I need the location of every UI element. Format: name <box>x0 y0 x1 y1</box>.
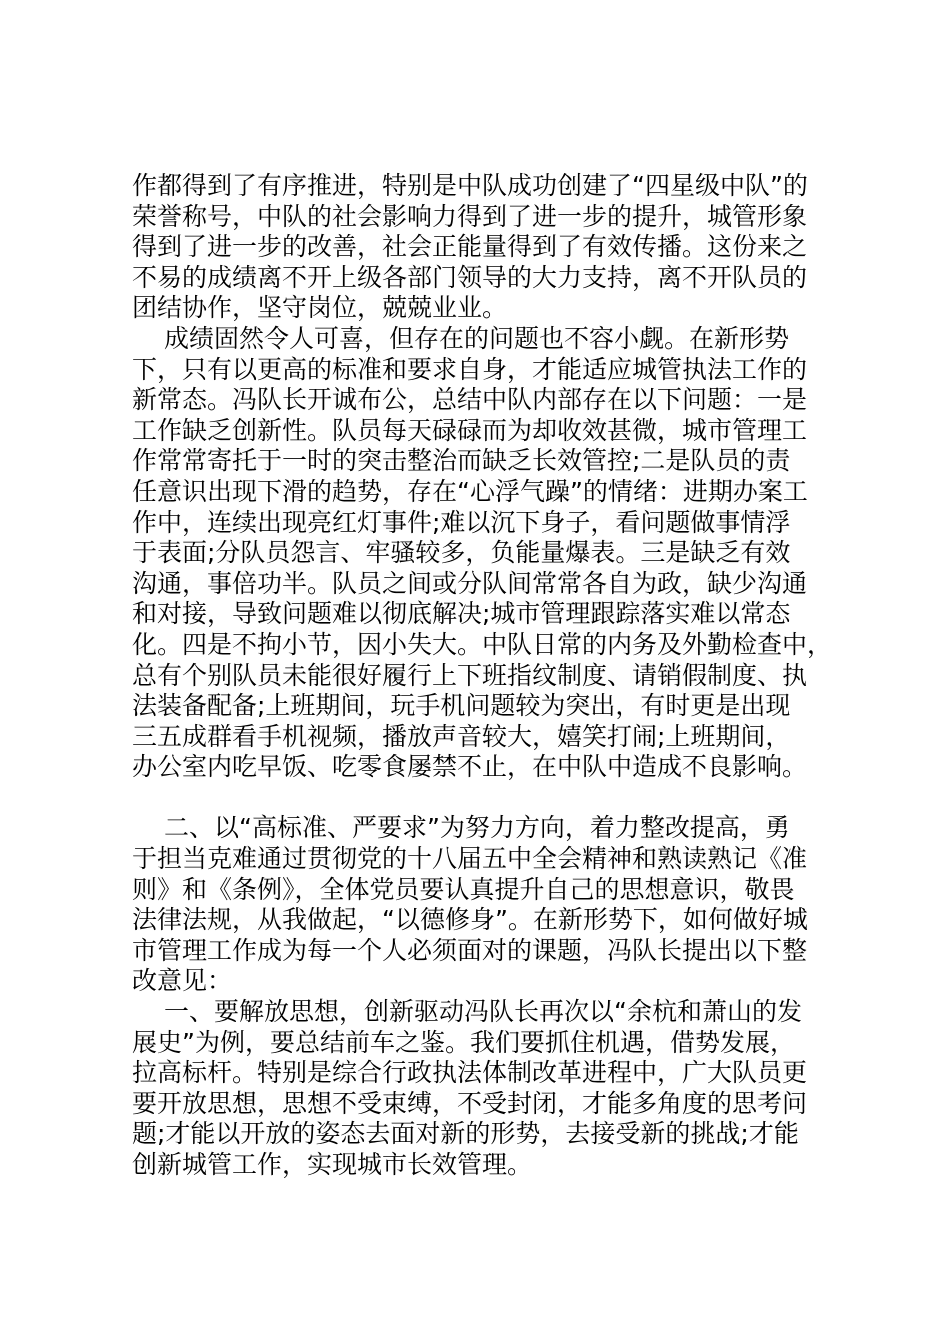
text-line: 改意见： <box>132 966 233 996</box>
text-line: 市管理工作成为每一个人必须面对的课题，冯队长提出以下整 <box>132 935 808 965</box>
text-line: 下，只有以更高的标准和要求自身，才能适应城管执法工作的 <box>132 354 808 384</box>
text-line: 作常常寄托于一时的突击整治而缺乏长效管控;二是队员的责 <box>132 446 791 476</box>
text-line: 任意识出现下滑的趋势，存在“心浮气躁”的情绪：进期办案工 <box>132 476 808 506</box>
text-line: 创新城管工作，实现城市长效管理。 <box>132 1150 533 1179</box>
text-line: 法律法规，从我做起，“以德修身”。在新形势下，如何做好城 <box>132 905 808 935</box>
text-line: 办公室内吃早饭、吃零食屡禁不止，在中队中造成不良影响。 <box>132 752 808 782</box>
paragraph-start-line: 成绩固然令人可喜，但存在的问题也不容小觑。在新形势 <box>164 323 790 353</box>
text-line: 要开放思想，思想不受束缚，不受封闭，才能多角度的思考问 <box>132 1088 808 1118</box>
section-heading-line: 二、以“高标准、严要求”为努力方向，着力整改提高，勇 <box>164 813 790 843</box>
text-line: 作中，连续出现亮红灯事件;难以沉下身子，看问题做事情浮 <box>132 507 791 537</box>
text-line: 得到了进一步的改善，社会正能量得到了有效传播。这份来之 <box>132 232 808 262</box>
paragraph-gap <box>132 783 832 814</box>
text-line: 不易的成绩离不开上级各部门领导的大力支持，离不开队员的 <box>132 262 808 292</box>
text-line: 新常态。冯队长开诚布公，总结中队内部存在以下问题：一是 <box>132 385 808 415</box>
text-line: 展史”为例，要总结前车之鉴。我们要抓住机遇，借势发展， <box>132 1027 795 1057</box>
text-line: 题;才能以开放的姿态去面对新的形势，去接受新的挑战;才能 <box>132 1119 799 1149</box>
text-line: 拉高标杆。特别是综合行政执法体制改革进程中，广大队员更 <box>132 1058 808 1088</box>
text-line: 荣誉称号，中队的社会影响力得到了进一步的提升，城管形象 <box>132 201 808 231</box>
text-line: 沟通，事倍功半。队员之间或分队间常常各自为政，缺少沟通 <box>132 568 808 598</box>
text-line: 工作缺乏创新性。队员每天碌碌而为却收效甚微，城市管理工 <box>132 415 808 445</box>
text-line: 于担当克难通过贯彻党的十八届五中全会精神和熟读熟记《准 <box>132 844 808 874</box>
text-line: 作都得到了有序推进，特别是中队成功创建了“四星级中队”的 <box>132 171 808 200</box>
text-line: 则》和《条例》，全体党员要认真提升自己的思想意识，敬畏 <box>132 874 795 904</box>
text-line: 于表面;分队员怨言、牢骚较多，负能量爆表。三是缺乏有效 <box>132 538 791 568</box>
text-line: 团结协作，坚守岗位，兢兢业业。 <box>132 293 508 323</box>
paragraph-start-line: 一、要解放思想，创新驱动冯队长再次以“余杭和萧山的发 <box>164 997 802 1027</box>
document-body <box>132 171 832 1181</box>
text-line: 总有个别队员未能很好履行上下班指纹制度、请销假制度、执 <box>132 660 808 690</box>
text-line: 化。四是不拘小节，因小失大。中队日常的内务及外勤检查中， <box>132 629 833 659</box>
text-line: 和对接，导致问题难以彻底解决;城市管理跟踪落实难以常态 <box>132 599 791 629</box>
text-line: 法装备配备;上班期间，玩手机问题较为突出，有时更是出现 <box>132 691 791 721</box>
text-line: 三五成群看手机视频，播放声音较大，嬉笑打闹;上班期间， <box>132 721 791 751</box>
